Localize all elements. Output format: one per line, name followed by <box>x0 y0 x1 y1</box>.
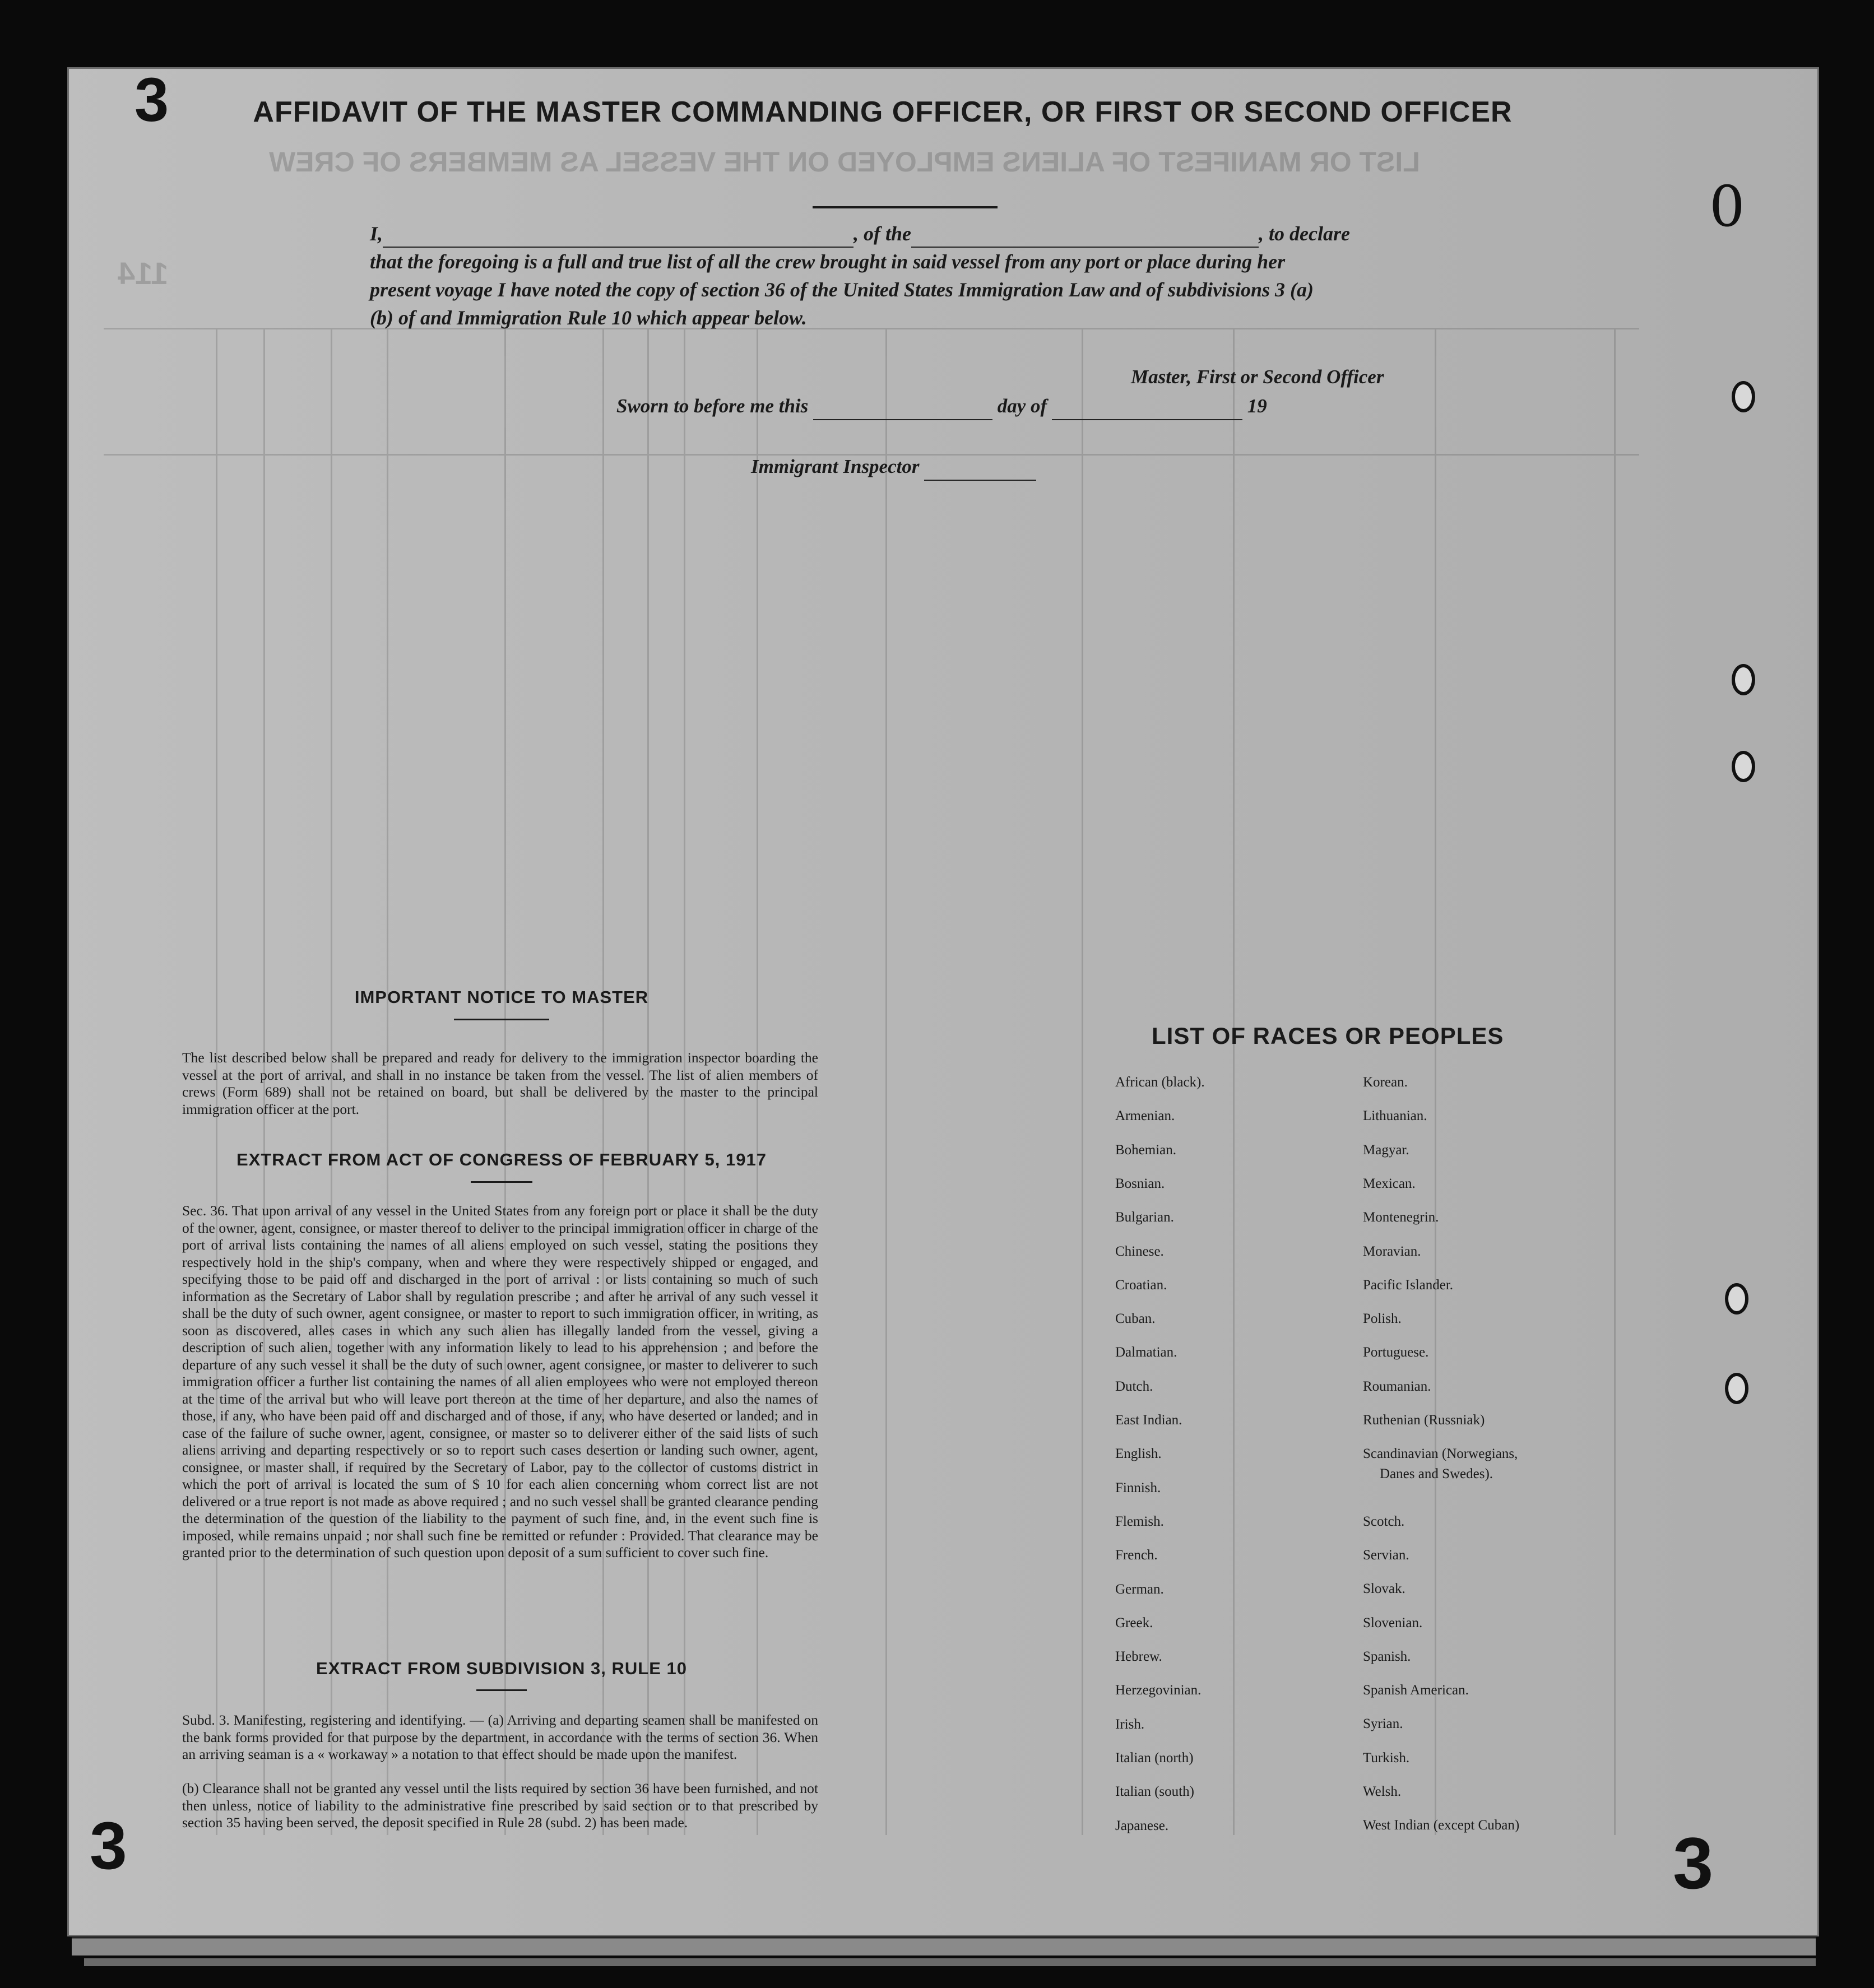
race-item: Armenian. <box>1115 1108 1175 1124</box>
race-item: Montenegrin. <box>1363 1210 1439 1225</box>
notice-rule <box>454 1019 549 1020</box>
page-number-top: 3 <box>134 66 169 134</box>
race-item: Bohemian. <box>1115 1142 1177 1158</box>
notice-text: The list described below shall be prepared and ready for delivery to the immigration inspector boarding the vessel at the port of arrival, and shall in no instance be taken from the vessel. The list of alien members of crews (Form 689) shall not be retained on board, but shall be delivered by the master to the principal immigration officer at the port. <box>182 1049 818 1117</box>
race-item: East Indian. <box>1115 1413 1182 1428</box>
race-item: German. <box>1115 1581 1164 1597</box>
race-item: Scandinavian (Norwegians, <box>1363 1446 1518 1462</box>
race-item: Slovenian. <box>1363 1615 1423 1631</box>
affidavit-line4: (b) of and Immigration Rule 10 which appear below. <box>370 306 807 329</box>
ghost-number: 114 <box>118 256 169 291</box>
page-number-bottom: 3 <box>90 1808 127 1883</box>
race-item: Welsh. <box>1363 1784 1402 1799</box>
extract-rule-text-a: Subd. 3. Manifesting, registering and identifying. — (a) Arriving and departing seamen shall be manifested on the bank forms provided for that purpose by the department, in accordance with the terms of section 36. When an arriving seaman is a « workaway » a notation to that effect should be made upon the manifest. <box>182 1712 818 1762</box>
extract-act-text: Sec. 36. That upon arrival of any vessel in the United States from any foreign port or place it shall be the duty of the owner, agent, consignee, or master thereof to deliver to the principal immigration officer in charge of the port of arrival lists containing the names of all aliens employed on such vessel, stating the positions they respectively hold in the ship's company, when and where they were respectively shipped or engaged, and specifying those to be paid off and discharged in the port of arrival : or lists containing so much of such information as the Secretary of Labor shall by regulation prescribe ; and after he arrival of any such vessel it shall be the duty of such owner, agent consignee, or master to report to such immigration officer, in writing, as soon as discovered, alles cases in which any such alien has illegally landed from the vessel, giving a description of such alien, together with any information likely to lead to his apprehension ; and before the departure of any such vessel it shall be the duty of such owner, agent consignee, or master to deliverer to such immigration officer a further list containing the names of all alien employees who were not employed thereon at the time of the arrival but who will leave port thereon at the time of her departure, and also the names of those, if any, who have been paid off and discharged and of those, if any, who have deserted or landed; and in case of the failure of suche owner, agent, consignee, or master so to deliverer either of the said lists of such aliens arriving and departing respectively or so to report such cases desertion or landing such owner, agent, consignee, or master shall, if required by the Secretary of Labor, pay to the collector of customs district in which the port of arrival is located the sum of $ 10 for each alien concerning whom correct list are not delivered or a true report is not made as above required ; and no such vessel shall be granted clearance pending the determination of the question of the liability to the payment of such fine, and, in the event such fine is imposed, while remains unpaid ; nor shall such fine be remitted or refunder : Provided. That clearance may be granted prior to the determination of such question upon deposit of a sum sufficient to cover such fine. <box>182 1202 818 1560</box>
affidavit-title: AFFIDAVIT OF THE MASTER COMMANDING OFFICER, OR FIRST OR SECOND OFFICER <box>253 96 1513 128</box>
race-item: Dalmatian. <box>1115 1345 1177 1360</box>
race-item: Danes and Swedes). <box>1380 1466 1493 1482</box>
signature-label: Master, First or Second Officer <box>1131 366 1384 388</box>
inspector-line <box>751 453 1036 481</box>
race-item: Bulgarian. <box>1115 1210 1174 1225</box>
extract-act-rule <box>471 1181 532 1183</box>
race-item: Bosnian. <box>1115 1176 1165 1191</box>
day-blank <box>1052 400 1242 420</box>
race-item: Mexican. <box>1363 1176 1416 1191</box>
race-item: Scotch. <box>1363 1513 1405 1529</box>
reverse-show-through: LIST OR MANIFEST OF ALIENS EMPLOYED ON THE VESSEL AS MEMBERS OF CREW 114 <box>0 0 1874 1988</box>
affidavit-line2: that the foregoing is a full and true list of all the crew brought in said vessel from any port or place during her <box>370 250 1286 273</box>
punch-hole <box>1732 664 1755 695</box>
affidavit-line3: present voyage I have noted the copy of section 36 of the United States Immigration Law and of subdivisions 3 (a) <box>370 278 1314 301</box>
race-item: Moravian. <box>1363 1243 1421 1259</box>
race-item: West Indian (except Cuban) <box>1363 1818 1520 1833</box>
punch-hole <box>1732 381 1755 412</box>
inspector-blank <box>924 461 1036 481</box>
affidavit-line1-start: I, <box>370 222 383 245</box>
affidavit-text <box>370 220 1451 332</box>
race-item: Slovak. <box>1363 1581 1406 1597</box>
sworn-blank <box>813 400 992 420</box>
punch-hole <box>1725 1373 1748 1404</box>
race-item: Finnish. <box>1115 1480 1161 1495</box>
race-item: African (black). <box>1115 1075 1205 1090</box>
extract-rule-title: EXTRACT FROM SUBDIVISION 3, RULE 10 <box>316 1659 687 1678</box>
punch-hole <box>1732 751 1755 782</box>
race-item: Servian. <box>1363 1547 1409 1563</box>
race-item: English. <box>1115 1446 1162 1462</box>
sworn-label: Sworn to before me this <box>616 395 809 417</box>
vessel-blank <box>911 227 1259 248</box>
affidavit-line1-end: , to declare <box>1259 222 1350 245</box>
extract-rule-text-b: (b) Clearance shall not be granted any vessel until the lists required by section 36 have been furnished, and not then unless, notice of liability to the administrative fine prescribed by said section or to that prescribed by section 35 having been served, the deposit specified in Rule 28 (subd. 2) has been made. <box>182 1780 818 1831</box>
race-item: Pacific Islander. <box>1363 1277 1454 1293</box>
race-item: Magyar. <box>1363 1142 1409 1158</box>
race-item: Polish. <box>1363 1311 1402 1327</box>
inspector-label: Immigrant Inspector <box>751 456 920 477</box>
race-item: Lithuanian. <box>1363 1108 1427 1124</box>
notice-title: IMPORTANT NOTICE TO MASTER <box>354 987 649 1007</box>
race-item: Spanish American. <box>1363 1683 1469 1698</box>
extract-act-title: EXTRACT FROM ACT OF CONGRESS OF FEBRUARY 5, 1917 <box>236 1150 767 1169</box>
race-item: Portuguese. <box>1363 1345 1429 1360</box>
race-item: Croatian. <box>1115 1277 1167 1293</box>
races-title: LIST OF RACES OR PEOPLES <box>1152 1023 1504 1049</box>
race-item: Turkish. <box>1363 1750 1410 1766</box>
title-rule <box>813 206 998 208</box>
race-item: Japanese. <box>1115 1818 1169 1833</box>
race-item: Herzegovinian. <box>1115 1683 1202 1698</box>
name-blank <box>383 227 853 248</box>
race-item: Cuban. <box>1115 1311 1156 1327</box>
race-item: French. <box>1115 1548 1158 1563</box>
race-item: Dutch. <box>1115 1378 1153 1394</box>
year-label: 19 <box>1247 395 1267 417</box>
race-item: Syrian. <box>1363 1716 1403 1732</box>
day-label: day of <box>997 395 1047 417</box>
race-item: Spanish. <box>1363 1648 1411 1664</box>
affidavit-line1-mid: , of the <box>853 222 912 245</box>
race-item: Korean. <box>1363 1075 1408 1090</box>
punch-hole <box>1725 1283 1748 1315</box>
sworn-line <box>616 392 1267 420</box>
race-item: Roumanian. <box>1363 1378 1431 1394</box>
race-item: Italian (north) <box>1115 1750 1194 1766</box>
race-item: Flemish. <box>1115 1513 1164 1529</box>
race-item: Greek. <box>1115 1615 1153 1631</box>
race-item: Hebrew. <box>1115 1649 1162 1665</box>
race-item: Chinese. <box>1115 1243 1164 1259</box>
extract-rule-rule <box>476 1689 527 1691</box>
handwritten-mark: 0 <box>1709 174 1745 239</box>
race-item: Irish. <box>1115 1716 1145 1732</box>
race-item: Ruthenian (Russniak) <box>1363 1413 1485 1428</box>
race-item: Italian (south) <box>1115 1784 1194 1800</box>
page-number-bottom-right: 3 <box>1673 1822 1714 1904</box>
